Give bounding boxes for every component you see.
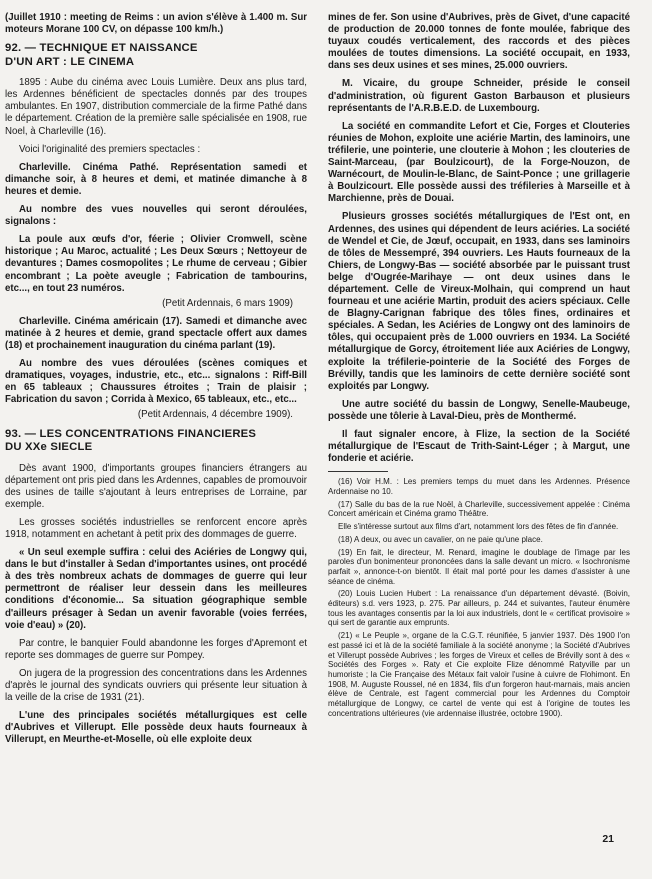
section-93-heading-line2: DU XXe SIECLE: [5, 441, 93, 454]
section-92-heading: [5, 42, 307, 69]
paragraph: Les grosses sociétés industrielles se renforcent encore après 1918, notamment en achetant à petit prix des dommages de guerre.: [5, 516, 307, 540]
section-93-heading: [5, 428, 307, 455]
citation: (Petit Ardennais, 6 mars 1909): [162, 297, 293, 309]
quote-paragraph: La poule aux œufs d'or, féerie ; Olivier Cromwell, scène historique ; Au Maroc, actualité ; Les Deux Sœurs ; Nettoyeur de devantures ; Dames cosmopolites ; Le rhume de cerveau ; Gibier encombrant ; La poète aveugle ; Fabrication de tambourins, etc..., en tout 23 numéros.: [5, 234, 307, 294]
footnote-18: (18) A deux, ou avec un cavalier, on ne paie qu'une place.: [338, 534, 543, 544]
footnote-17: (17) Salle du bas de la rue Noël, à Charleville, successivement appelée : Cinéma Concert américain et Cinéma gramo Théâtre.: [328, 499, 630, 519]
quote-paragraph: Charleville. Cinéma Pathé. Représentation samedi et dimanche soir, à 8 heures et demi, et matinée dimanche à 8 heures et demie.: [5, 161, 307, 197]
paragraph: On jugera de la progression des concentrations dans les Ardennes d'après le journal des syndicats ouvriers qui présente leur situation à la veille de la crise de 1931 (21).: [5, 667, 307, 704]
citation: (Petit Ardennais, 4 décembre 1909).: [137, 409, 293, 421]
section-92-heading-line2: D'UN ART : LE CINEMA: [5, 55, 135, 68]
quote-paragraph: M. Vicaire, du groupe Schneider, préside le conseil d'administration, où figurent Gaston Barbauson et plusieurs représentants de l'A.R.B.E.D. de Luxembourg.: [328, 78, 630, 114]
quote-paragraph: « Un seul exemple suffira : celui des Aciéries de Longwy qui, dans le but d'installer à Sedan d'importantes usines, ont procédé à des très nombreux achats de dommages de guerre qui leur permettront de réaliser leur dessein dans les meilleures conditions d'économie... Sa situation géographique semble d'ailleurs présager à Sedan un avenir favorable (voies ferrées, voie d'eau) » (20).: [5, 547, 307, 631]
footnote-21: (21) « Le Peuple », organe de la C.G.T. réunifiée, 5 janvier 1937. Dès 1900 l'on est passé ici et là de la société familiale à la société anonyme ; la Société d'Aubrives et Villerupt possède Aubrives ; les forges de Vireux et celles de Brévilly sont à des « Sociétés des Forges ». Raty et Cie exploite Flize dénommé Ratyville par un humoriste ; la Cie Française des Métaux fait valoir l'usine à cuivre de Flohimont. En 1908, M. Auguste Roussel, né en 1834, fils d'un forgeron haut-marnais, mais ancien élève de Centrale, est l'agent commercial pour les Ardennes du Comptoir métallurgique de Longwy, ce cartel de vente qui est à l'origine de toutes les concentrations ultérieures (vie ardennaise illustrée, octobre 1900).: [328, 631, 630, 718]
quote-paragraph: Il faut signaler encore, à Flize, la section de la Société métallurgique de l'Escaut de Trith-Saint-Léger ; à Margut, une fonderie et aciérie.: [328, 429, 630, 465]
footnote-19: (19) En fait, le directeur, M. Renard, imagine le doublage de l'image par les paroles d'un bonimenteur prononcées dans la salle devant un micro. « Isochronisme parfait », annonce-t-on bientôt. Il était mal porté pour les dames d'assister à une séance de cinéma.: [328, 547, 630, 586]
quote-paragraph: Une autre société du bassin de Longwy, Senelle-Maubeuge, possède une tôlerie à Laval-Dieu, près de Monthermé.: [328, 398, 630, 422]
footnote-16: (16) Voir H.M. : Les premiers temps du muet dans les Ardennes. Présence Ardennaise no 10.: [328, 477, 630, 496]
footnote-17-cont: Elle s'intéresse surtout aux films d'art, notamment lors des fêtes de fin d'année.: [338, 522, 619, 532]
section-92-heading-line1: 92. — TECHNIQUE ET NAISSANCE: [5, 42, 198, 55]
footnote-divider: [328, 471, 388, 472]
paragraph: Voici l'originalité des premiers spectacles :: [19, 143, 201, 155]
quote-paragraph: Au nombre des vues nouvelles qui seront déroulées, signalons :: [5, 204, 307, 228]
intro-paragraph: (Juillet 1910 : meeting de Reims : un avion s'élève à 1.400 m. Sur moteurs Morane 100 CV, on dépasse 100 km/h.): [5, 12, 307, 36]
left-column: [5, 12, 307, 753]
quote-paragraph: mines de fer. Son usine d'Aubrives, près de Givet, d'une capacité de production de 20.000 tonnes de fonte moulée, fabrique des tuyaux coudés verticalement, des raccords et des pièces moulées de toutes dimensions. La société occupait, en 1933, dans ses deux usines et ses mines, 25.000 ouvriers.: [328, 12, 630, 72]
quote-paragraph: L'une des principales sociétés métallurgiques est celle d'Aubrives et Villerupt. Elle possède deux hauts fourneaux à Villerupt, en Meurthe-et-Moselle, où elle exploite deux: [5, 710, 307, 746]
quote-paragraph: La société en commandite Lefort et Cie, Forges et Clouteries réunies de Mohon, exploite une aciérie Martin, des laminoirs, une tréfilerie, une pointerie, une clouterie à Mohon ; les clouteries de Saint-Marceau, (par Boulzicourt), de la Forge-Nouzon, de Warnécourt, de Moulin-le-Blanc, de Saint-Ponce ; une grillagerie à Boulzicourt. Elle possède aussi des tréfileries à Marseille et à Marchienne, près de Douai.: [328, 120, 630, 205]
page-number: 21: [602, 833, 614, 845]
section-93-heading-line1: 93. — LES CONCENTRATIONS FINANCIERES: [5, 427, 257, 440]
footnote-20: (20) Louis Lucien Hubert : La renaissance d'un département dévasté. (Boivin, éditeurs) s.d. vers 1923, p. 275. Par ailleurs, p. 244 et suivantes, l'auteur énumère tous les avantages consentis par la loi aux industriels, dont le « certificat provisoire » qui sert de garantie aux emprunts.: [328, 589, 630, 628]
quote-paragraph: Au nombre des vues déroulées (scènes comiques et dramatiques, voyages, industrie, etc., etc... signalons : Riff-Bill en 65 tableaux ; Chaussures étroites ; Train de plaisir ; Fabrication du savon ; Corrida à Mexico, 65 tableaux, etc., etc...: [5, 358, 307, 406]
quote-paragraph: Plusieurs grosses sociétés métallurgiques de l'Est ont, en Ardennes, des usines qui dépendent de leurs aciéries. La société de Wendel et Cie, de Jœuf, occupait, en 1933, dans ses laminoirs de tôles de Messempré, 394 ouvriers. Les Hauts fourneaux de la Chiers, de Longwy-Bas — société absorbée par le puissant trust belge d'Ougrée-Marihaye — ont deux usines dans le département. Celle de Vireux-Molhain, qui comprend un haut fourneau et une aciérie Martin, produit des aciers spéciaux. Celle de Blagny-Carignan fabrique des tôles fines, ordinaires et spéciales. A Sedan, les Aciéries de Longwy ont des laminoirs de tôles, qui occupaient près de 1.000 ouvriers en 1934. La Société métallurgique de Gorcy, étroitement liée aux Aciéries de Longwy, exploite la tréfilerie-pointerie de la Société des Forges de Brévilly, tandis que les laminoirs de cette dernière société sont exploités par Longwy.: [328, 211, 630, 392]
right-column: [328, 12, 630, 721]
paragraph: Dès avant 1900, d'importants groupes financiers étrangers au département ont pris pied dans les Ardennes, capables de promouvoir des usines de taille s'ajoutant à leurs entreprises de Lorraine, par exemple.: [5, 462, 307, 510]
paragraph: 1895 : Aube du cinéma avec Louis Lumière. Deux ans plus tard, les Ardennes bénéficient de spectacles donnés par des troupes ambulantes. En 1907, distribution commerciale de la firme Pathé dans le département. Création de la première salle spécialisée en 1908, rue Noel, à Charleville (16).: [5, 77, 307, 137]
paragraph: Par contre, le banquier Fould abandonne les forges d'Apremont et reporte ses dommages de guerre sur Pompey.: [5, 637, 307, 661]
quote-paragraph: Charleville. Cinéma américain (17). Samedi et dimanche avec matinée à 2 heures et demie, grand spectacle offert aux dames (18) et prochainement inauguration du cinéma parlant (19).: [5, 315, 307, 351]
